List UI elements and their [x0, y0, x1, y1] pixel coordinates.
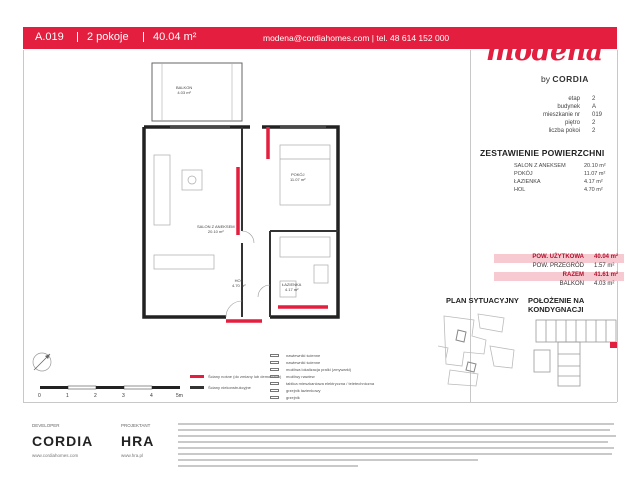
info-label: piętro: [564, 120, 580, 126]
bathtub: [280, 237, 330, 257]
total-label: POW. UŻYTKOWA: [532, 254, 584, 260]
total-label: POW. PRZEGRÓD: [532, 263, 584, 269]
compass-icon: [30, 350, 54, 374]
cordia-brand: CORDIA: [552, 74, 589, 84]
by-text: by: [541, 74, 550, 84]
room-value: 4.70 m²: [584, 187, 603, 193]
legend-symbol: [270, 354, 279, 357]
info-label: etap: [568, 96, 580, 102]
designer-url[interactable]: www.hra.pl: [121, 453, 144, 458]
situation-plan-map: [434, 306, 526, 392]
legend-item: tablica mieszkaniowa elektryczna / teletechniczna: [286, 381, 375, 386]
partition-area-row: [494, 263, 624, 272]
developer-label: DEVELOPER: [32, 423, 60, 428]
info-label: budynek: [557, 104, 580, 110]
legend-item: możliwy nawiew: [286, 374, 315, 379]
area-summary-title: ZESTAWIENIE POWIERZCHNI: [480, 148, 605, 158]
info-value: 019: [592, 112, 603, 118]
legend-symbol: [270, 389, 279, 392]
info-value: 2: [592, 128, 596, 134]
legend-symbol: [270, 361, 279, 364]
legend-item: nawiewniki ścienne: [286, 360, 321, 365]
scale-tick: 2: [94, 393, 97, 399]
info-row: [470, 128, 620, 138]
floor-plan: [130, 55, 360, 345]
legend-item: Ściany niekonstrukcyjne: [208, 385, 251, 390]
room-label: SALON Z ANEKSEM: [514, 163, 566, 169]
info-value: 2: [592, 120, 596, 126]
toilet: [314, 265, 328, 283]
room-label-hall: HOL 4.70 m²: [232, 278, 246, 288]
legend-item: grzejnik: [286, 395, 300, 400]
legend-symbol: [270, 368, 279, 371]
total-label: RAZEM: [562, 272, 584, 278]
room-label: POKÓJ: [514, 171, 533, 177]
floor-position-title: POŁOŻENIE NA KONDYGNACJI: [528, 296, 584, 314]
modena-logo: modena: [486, 36, 603, 67]
header-divider: [77, 32, 78, 42]
usable-area-row: [494, 254, 624, 263]
header-divider: [143, 32, 144, 42]
brand-byline: [541, 74, 589, 84]
room-area-row: [514, 187, 624, 197]
legend-item: nawiewniki ścienne: [286, 353, 321, 358]
legal-disclaimer: [178, 421, 618, 471]
info-value: 2: [592, 96, 596, 102]
room-value: 11.07 m²: [584, 171, 606, 177]
unit-location-marker: [610, 342, 617, 348]
scale-tick: 4: [150, 393, 153, 399]
table: [182, 170, 202, 190]
legend-symbol: [270, 396, 279, 399]
room-label: HOL: [514, 187, 526, 193]
info-label: liczba pokoi: [548, 128, 580, 134]
designer-label: PROJEKTANT: [121, 423, 151, 428]
contact-info[interactable]: modena@cordiahomes.com | tel. 48 614 152 000: [263, 33, 450, 43]
total-label: BALKON: [559, 281, 584, 287]
total-value: 41.61 m²: [594, 272, 619, 278]
room-label-living: SALON Z ANEKSEM 20.10 m²: [197, 224, 235, 234]
legend-swatch-dark: [190, 386, 204, 389]
room-value: 20.10 m²: [584, 163, 606, 169]
info-label: mieszkanie nr: [542, 112, 580, 118]
legend-symbol: [270, 382, 279, 385]
scale-bar: [40, 384, 190, 392]
cordia-logo: CORDIA: [32, 433, 94, 449]
legend-item: grzejnik łazienkowy: [286, 388, 321, 393]
info-value: A: [592, 104, 597, 110]
scale-tick: 5m: [176, 393, 183, 399]
total-value: 1.57 m²: [594, 263, 615, 269]
legend-item: możliwa lokalizacja pralki (zmywarki): [286, 367, 352, 372]
developer-url[interactable]: www.cordiahomes.com: [32, 453, 79, 458]
floor-position-map: [530, 306, 622, 392]
sofa: [154, 155, 170, 225]
legend-swatch-red: [190, 375, 204, 378]
total-area-row: [494, 272, 624, 281]
unit-number: A.019: [35, 31, 64, 43]
frame-bottom-line: [23, 402, 617, 403]
kitchen-counter: [154, 255, 214, 269]
disclaimer-text-lines: [178, 421, 618, 469]
room-count: 2 pokoje: [87, 31, 129, 43]
room-label-bath: ŁAZIENKA 4.17 m²: [282, 282, 302, 292]
room-label: ŁAZIENKA: [514, 179, 541, 185]
legend-symbol: [270, 375, 279, 378]
scale-tick: 3: [122, 393, 125, 399]
room-label-bedroom: POKÓJ 11.07 m²: [290, 172, 306, 182]
unit-area: 40.04 m²: [153, 31, 197, 43]
total-value: 4.03 m²: [594, 281, 615, 287]
hra-logo: HRA: [121, 433, 155, 449]
scale-tick: 1: [66, 393, 69, 399]
balcony-label: BALKON 4.03 m²: [176, 85, 193, 95]
balcony-outline: [152, 63, 242, 121]
scale-tick: 0: [38, 393, 41, 399]
balcony-area-row: [494, 281, 624, 290]
total-value: 40.04 m²: [594, 254, 619, 260]
frame-left-line: [23, 50, 24, 402]
situation-plan-title: PLAN SYTUACYJNY: [446, 296, 519, 305]
legend-item: Ściany nośne (do zmiany lub demontażu): [208, 374, 282, 379]
room-value: 4.17 m²: [584, 179, 603, 185]
